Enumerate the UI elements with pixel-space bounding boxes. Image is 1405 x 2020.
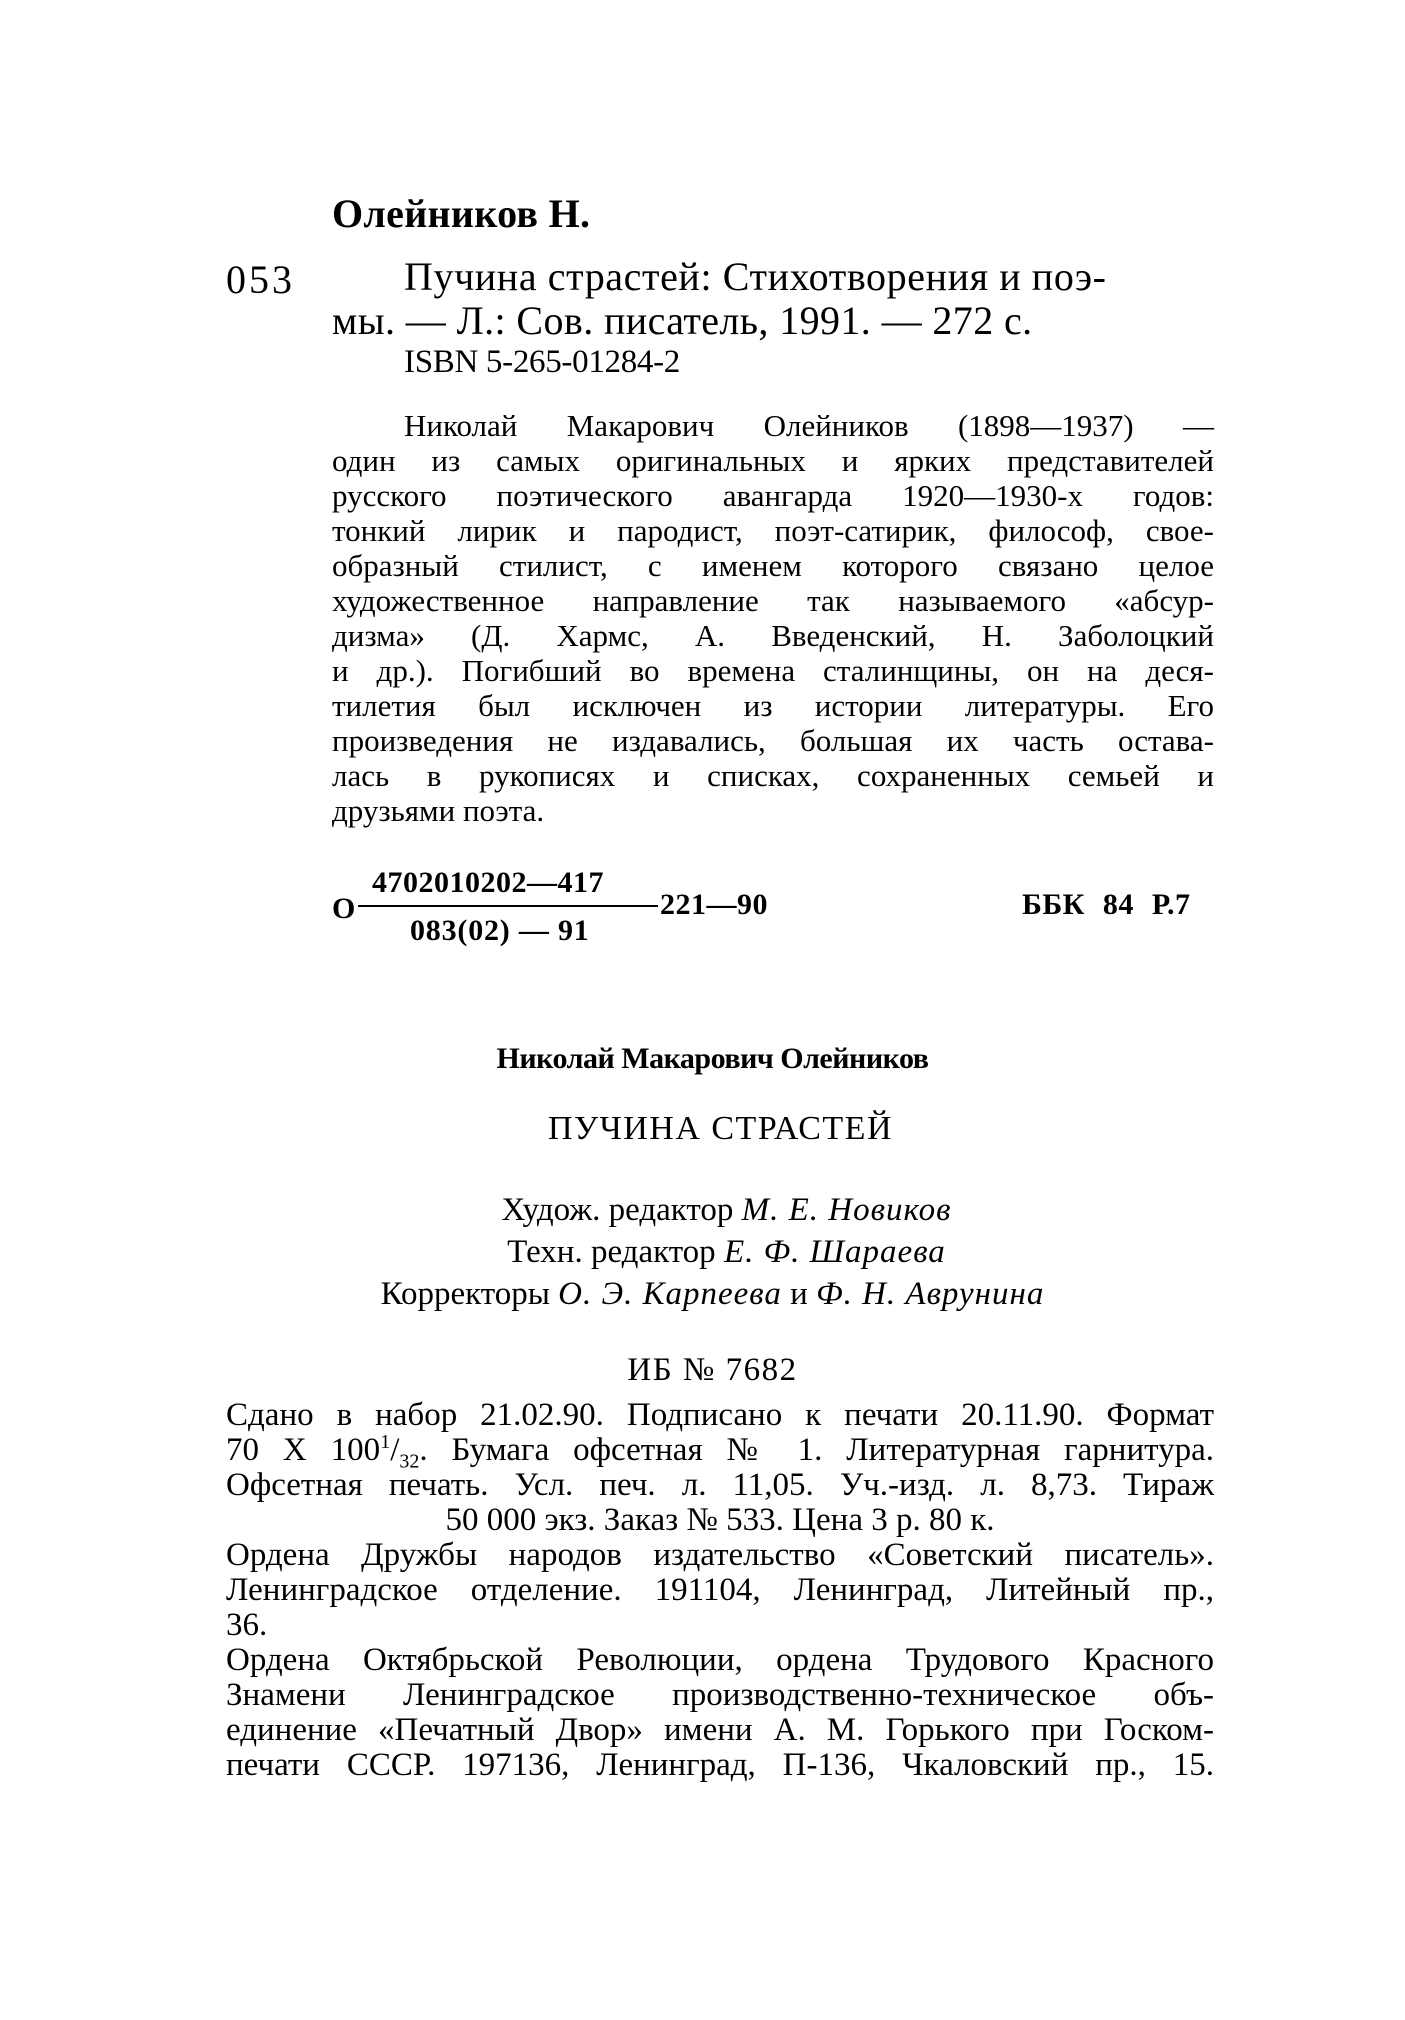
bbk-code: ББК 84 Р.7 <box>1022 888 1191 921</box>
publisher-line: Ленинградское отделение. 191104, Ленинград, Литейный пр., <box>226 1572 1214 1608</box>
shifr-denominator: 083(02) — 91 <box>410 914 590 947</box>
isbn: ISBN 5-265-01284-2 <box>404 344 681 380</box>
ib-number: ИБ № 7682 <box>627 1352 798 1388</box>
annotation-line: тонкий лирик и пародист, поэт-сатирик, философ, свое- <box>332 513 1214 548</box>
annotation-line: образный стилист, с именем которого связано целое <box>332 548 1214 583</box>
imprint-line: 50 000 экз. Заказ № 533. Цена 3 р. 80 к. <box>445 1502 995 1538</box>
book-title: ПУЧИНА СТРАСТЕЙ <box>547 1110 894 1147</box>
printer-line: Ордена Октябрьской Революции, ордена Трудового Красного <box>226 1642 1214 1678</box>
tech-editor-name: Е. Ф. Шараева <box>723 1234 946 1270</box>
art-editor-name: М. Е. Новиков <box>741 1192 952 1228</box>
publisher-line: 36. <box>226 1607 268 1643</box>
catalog-title-line-1: Пучина страстей: Стихотворения и поэ- <box>404 254 1107 299</box>
proofreaders-conjunction: и <box>790 1276 808 1312</box>
annotation-line: художественное направление так называемого «абсур- <box>332 583 1214 618</box>
catalog-code: 053 <box>226 257 295 302</box>
printer-line: единение «Печатный Двор» имени А. М. Горького при Госком- <box>226 1712 1214 1748</box>
annotation-line: русского поэтического авангарда 1920—1930-х годов: <box>332 478 1214 513</box>
imprint-line-2-rest: . Бумага офсетная № 1. Литературная гарнитура. <box>419 1432 1214 1468</box>
imprint <box>226 1398 1214 1783</box>
imprint-line: Сдано в набор 21.02.90. Подписано к печати 20.11.90. Формат <box>226 1397 1214 1433</box>
annotation-line: друзьями поэта. <box>332 793 545 828</box>
shifr-number: 221—90 <box>660 888 768 921</box>
catalog-author: Олейников Н. <box>332 191 591 236</box>
format-prefix: 70 X 100 <box>226 1432 381 1468</box>
annotation <box>332 408 1214 828</box>
printer-line: Знамени Ленинградское производственно-техническое объ- <box>226 1677 1214 1713</box>
annotation-line: произведения не издавались, большая их часть остава- <box>332 723 1214 758</box>
tech-editor-role: Техн. редактор <box>507 1234 716 1270</box>
annotation-line: и др.). Погибший во времена сталинщины, он на деся- <box>332 653 1214 688</box>
proofreader-1: О. Э. Карпеева <box>558 1276 782 1312</box>
catalog-title-line-2: мы. — Л.: Сов. писатель, 1991. — 272 с. <box>332 298 1033 343</box>
imprint-line-format: 70 X $100^1/_{32}$. Бумага офсетная № 1. Литературная гарнитура. <box>226 1431 1214 1473</box>
shifr-numerator: 4702010202—417 <box>372 866 604 899</box>
proofreaders <box>0 1276 1405 1313</box>
annotation-line: лась в рукописях и списках, сохраненных семьей и <box>332 758 1214 793</box>
proofreaders-role: Корректоры <box>380 1276 550 1312</box>
shifr-letter: О <box>332 892 356 925</box>
author-full-name: Николай Макарович Олейников <box>496 1042 929 1075</box>
proofreader-2: Ф. Н. Аврунина <box>816 1276 1045 1312</box>
tech-editor <box>0 1234 1405 1271</box>
art-editor <box>0 1192 1405 1229</box>
printer-line: печати СССР. 197136, Ленинград, П-136, Чкаловский пр., 15. <box>226 1747 1214 1783</box>
imprint-line: Офсетная печать. Усл. печ. л. 11,05. Уч.-изд. л. 8,73. Тираж <box>226 1467 1214 1503</box>
shifr-fraction-line <box>358 905 658 907</box>
format-sub: 32 <box>399 1450 420 1473</box>
annotation-line: Николай Макарович Олейников (1898—1937) — <box>404 408 1214 443</box>
format-sup: 1 <box>380 1431 391 1453</box>
annotation-line: дизма» (Д. Хармс, А. Введенский, Н. Заболоцкий <box>332 618 1214 653</box>
publisher-line: Ордена Дружбы народов издательство «Советский писатель». <box>226 1537 1214 1573</box>
annotation-line: один из самых оригинальных и ярких представителей <box>332 443 1214 478</box>
annotation-line: тилетия был исключен из истории литературы. Его <box>332 688 1214 723</box>
art-editor-role: Худож. редактор <box>501 1192 734 1228</box>
